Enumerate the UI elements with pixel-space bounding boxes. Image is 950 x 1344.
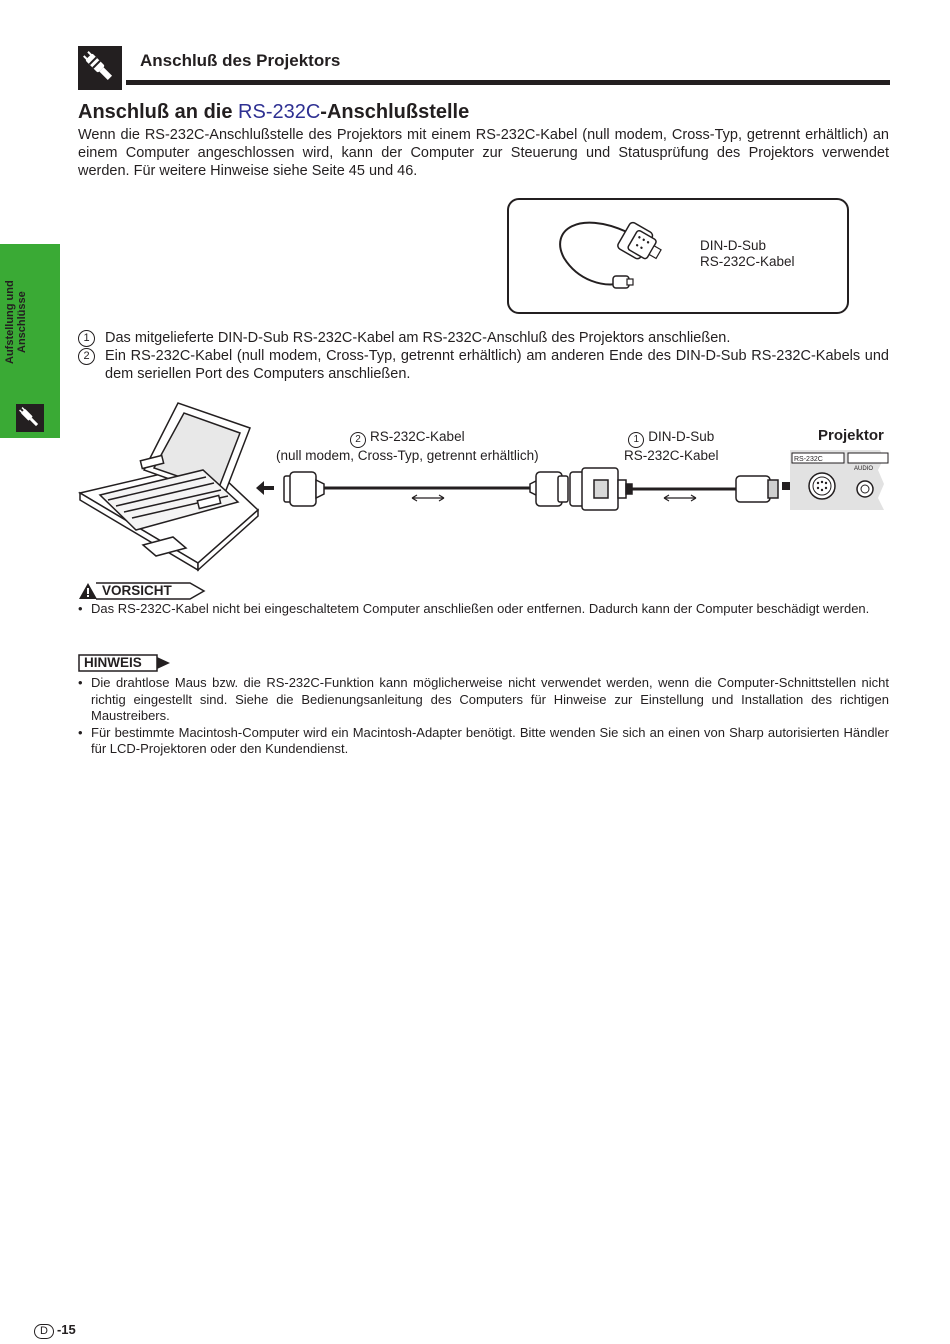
double-arrow-icon — [664, 495, 696, 501]
step-text: Ein RS-232C-Kabel (null modem, Cross-Typ, getrennt erhältlich) am anderen Ende des DIN-D-Sub RS-232C-Kabels und dem seriellen Port des Computers anschließen. — [105, 348, 889, 382]
caution-item: • Das RS-232C-Kabel nicht bei eingeschaltetem Computer anschließen oder entfernen. Dadurch kann der Computer beschädigt werden. — [78, 601, 870, 616]
page-number: D -15 — [34, 1322, 76, 1339]
caution-label: VORSICHT — [102, 583, 172, 598]
side-tab-label: Aufstellung und Anschlüsse — [4, 280, 28, 364]
step-text: Das mitgelieferte DIN-D-Sub RS-232C-Kabel am RS-232C-Anschluß des Projektors anschließen. — [105, 330, 731, 346]
language-badge: D — [34, 1324, 54, 1339]
intro-paragraph: Wenn die RS-232C-Anschlußstelle des Projektors mit einem RS-232C-Kabel (null modem, Cross-Typ, getrennt erhältlich) an einem Computer angeschlossen wird, kann der Computer zur Steuerung und Statusprüfung des Projektors verwendet werden. Für weitere Hinweise siehe Seite 45 und 46. — [78, 127, 889, 179]
section-title-highlight: RS-232C — [238, 101, 321, 123]
din-dsub-adapter — [570, 468, 632, 510]
note-label: HINWEIS — [84, 655, 142, 670]
cable-illustration-box — [507, 198, 849, 314]
step-number: 2 — [78, 348, 95, 365]
dsub-connector-mid — [530, 472, 568, 506]
dsub-connector-left — [284, 472, 324, 506]
caution-block — [78, 581, 889, 618]
laptop-illustration — [80, 403, 258, 570]
note-item: • Die drahtlose Maus bzw. die RS-232C-Funktion kann möglicherweise nicht verwendet werden, wenn die Computer-Schnittstellen nicht richtig eingestellt sind. Siehe die Bedienungsanleitung des Computers für Hinweise zur Einstellung und Installation des richtigen Maustreibers. — [78, 675, 889, 723]
page-header-title: Anschluß des Projektors — [140, 51, 341, 70]
arrow-left-icon — [256, 481, 274, 495]
section-title: Anschluß an die RS-232C-Anschlußstelle — [78, 101, 470, 123]
plug-icon — [16, 404, 44, 432]
step-number: 1 — [78, 330, 95, 347]
connection-diagram — [78, 398, 890, 574]
port-label-audio: AUDIO — [854, 466, 874, 472]
din-dsub-cable-label: 1 DIN-D-Sub RS-232C-Kabel — [624, 429, 719, 463]
projector-panel — [790, 450, 890, 510]
step-item — [78, 347, 889, 383]
double-arrow-icon — [412, 495, 444, 501]
note-block — [78, 654, 889, 758]
din-dsub-cable-icon — [509, 200, 847, 312]
din-plug — [736, 476, 778, 502]
port-label: RS-232C — [794, 456, 823, 463]
projector-label: Projektor — [818, 427, 884, 444]
note-item: • Für bestimmte Macintosh-Computer wird ein Macintosh-Adapter benötigt. Bitte wenden Sie sich an einen von Sharp autorisierten Händler für LCD-Projektoren oder den Kundendienst. — [78, 724, 889, 756]
plug-icon — [78, 46, 122, 90]
step-item — [78, 329, 889, 347]
rs232c-cable-label: 2 RS-232C-Kabel (null modem, Cross-Typ, getrennt erhältlich) — [276, 429, 539, 463]
steps-list — [78, 329, 889, 383]
cable-label: DIN-D-Sub RS-232C-Kabel — [700, 238, 795, 269]
header-rule — [126, 80, 890, 85]
